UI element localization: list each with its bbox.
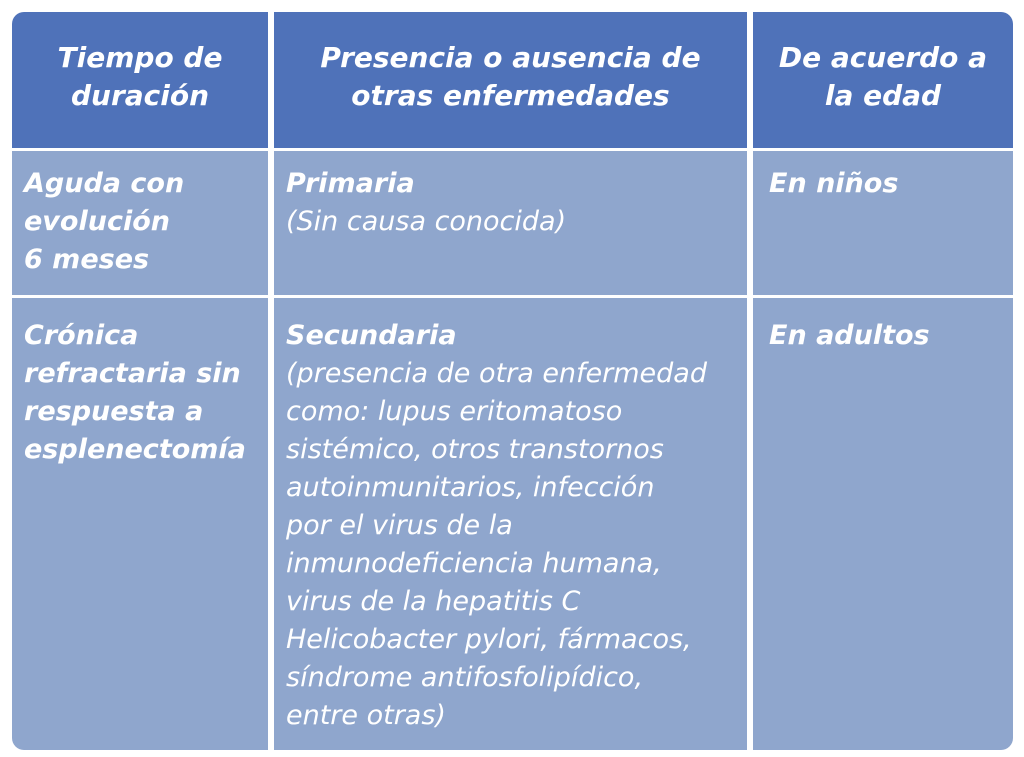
cell-chronic [12,298,268,750]
cell-detail-line: inmunodeficiencia humana, [286,548,662,579]
cell-title: Primaria [286,168,415,199]
cell-detail-line: sistémico, otros transtornos [286,434,664,465]
header-line: Tiempo de [57,41,223,74]
header-other-diseases [274,12,747,148]
cell-primary [274,151,747,295]
header-line: De acuerdo a [778,41,988,74]
header-line: Presencia o ausencia de [320,41,701,74]
cell-detail-line: como: lupus eritomatoso [286,396,623,427]
cell-detail-line: Helicobacter pylori, fármacos, [286,624,692,655]
header-line: duración [70,79,210,112]
cell-detail-line: autoinmunitarios, infección [286,472,655,503]
cell-line: En niños [769,168,899,199]
classification-table [12,12,1013,750]
header-line: la edad [824,79,942,112]
cell-detail-line: por el virus de la [286,510,513,541]
cell-line: evolución [24,206,170,237]
cell-children [753,151,1013,295]
cell-adults [753,298,1013,750]
cell-line: refractaria sin [24,358,241,389]
cell-detail-line: virus de la hepatitis C [286,586,581,617]
cell-detail-line: (presencia de otra enfermedad [286,358,707,389]
cell-detail-line: síndrome antifosfolipídico, [286,662,644,693]
header-line: otras enfermedades [351,79,670,112]
cell-line: Crónica [24,320,139,351]
cell-detail-line: (Sin causa conocida) [286,206,567,237]
cell-line: En adultos [769,320,930,351]
cell-line: 6 meses [24,244,150,275]
header-age [753,12,1013,148]
cell-title: Secundaria [286,320,457,351]
cell-line: Aguda con [24,168,185,199]
cell-line: esplenectomía [24,434,246,465]
header-duration [12,12,268,148]
cell-line: respuesta a [24,396,204,427]
cell-secondary [274,298,747,750]
cell-detail-line: entre otras) [286,700,446,731]
cell-acute [12,151,268,295]
